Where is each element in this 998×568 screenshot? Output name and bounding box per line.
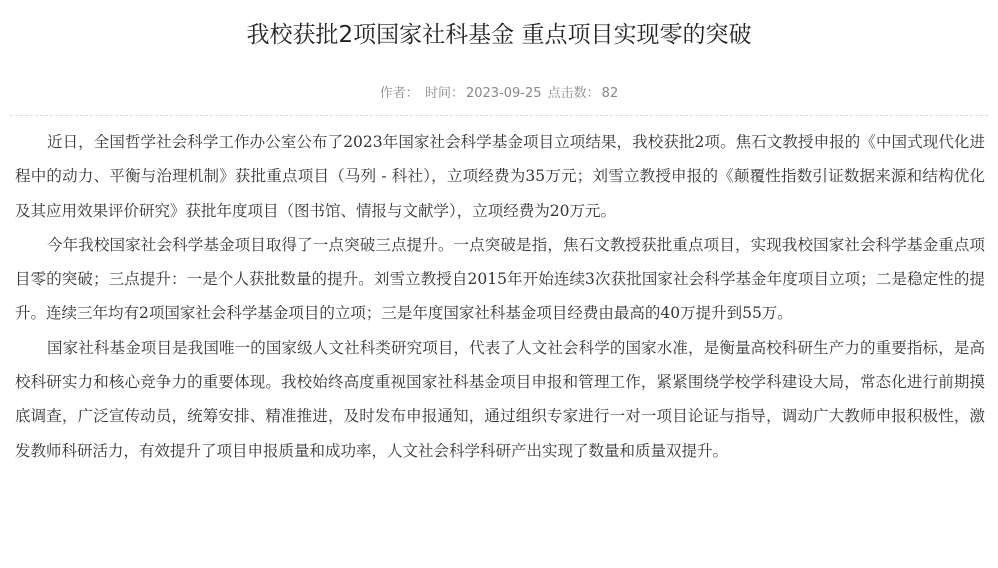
meta-divider — [10, 115, 988, 116]
time-label: 时间： — [424, 86, 464, 101]
click-count: 82 — [601, 86, 619, 101]
publish-date: 2023-09-25 — [465, 86, 542, 101]
article-body — [15, 125, 985, 468]
paragraph: 近日，全国哲学社会科学工作办公室公布了2023年国家社会科学基金项目立项结果，我校获批2项。焦石文教授申报的《中国式现代化进程中的动力、平衡与治理机制》获批重点项目（马列 - 科社），立项经费为35万元；刘雪立教授申报的《颠覆性指数引证数据来源和结构优化及其应用效果评价研究》获批年度项目（图书馆、情报与文献学），立项经费为20万元。 — [15, 133, 985, 220]
author-label: 作者： — [379, 86, 419, 101]
article-title: 我校获批2项国家社科基金 重点项目实现零的突破 — [246, 22, 752, 48]
paragraph: 国家社科基金项目是我国唯一的国家级人文社科类研究项目，代表了人文社会科学的国家水准，是衡量高校科研生产力的重要指标，是高校科研实力和核心竞争力的重要体现。我校始终高度重视国家社科基金项目申报和管理工作，紧紧围绕学校学科建设大局，常态化进行前期摸底调查，广泛宣传动员，统筹安排、精准推进，及时发布申报通知，通过组织专家进行一对一项目论证与指导，调动广大教师申报积极性，激发教师科研活力，有效提升了项目申报质量和成功率，人文社会科学科研产出实现了数量和质量双提升。 — [15, 338, 985, 460]
paragraph: 今年我校国家社会科学基金项目取得了一点突破三点提升。一点突破是指，焦石文教授获批重点项目，实现我校国家社会科学基金重点项目零的突破；三点提升：一是个人获批数量的提升。刘雪立教授自2015年开始连续3次获批国家社会科学基金年度项目立项；二是稳定性的提升。连续三年均有2项国家社会科学基金项目的立项；三是年度国家社科基金项目经费由最高的40万提升到55万。 — [15, 235, 985, 323]
article-meta — [0, 84, 998, 104]
clicks-label: 点击数： — [547, 86, 600, 101]
